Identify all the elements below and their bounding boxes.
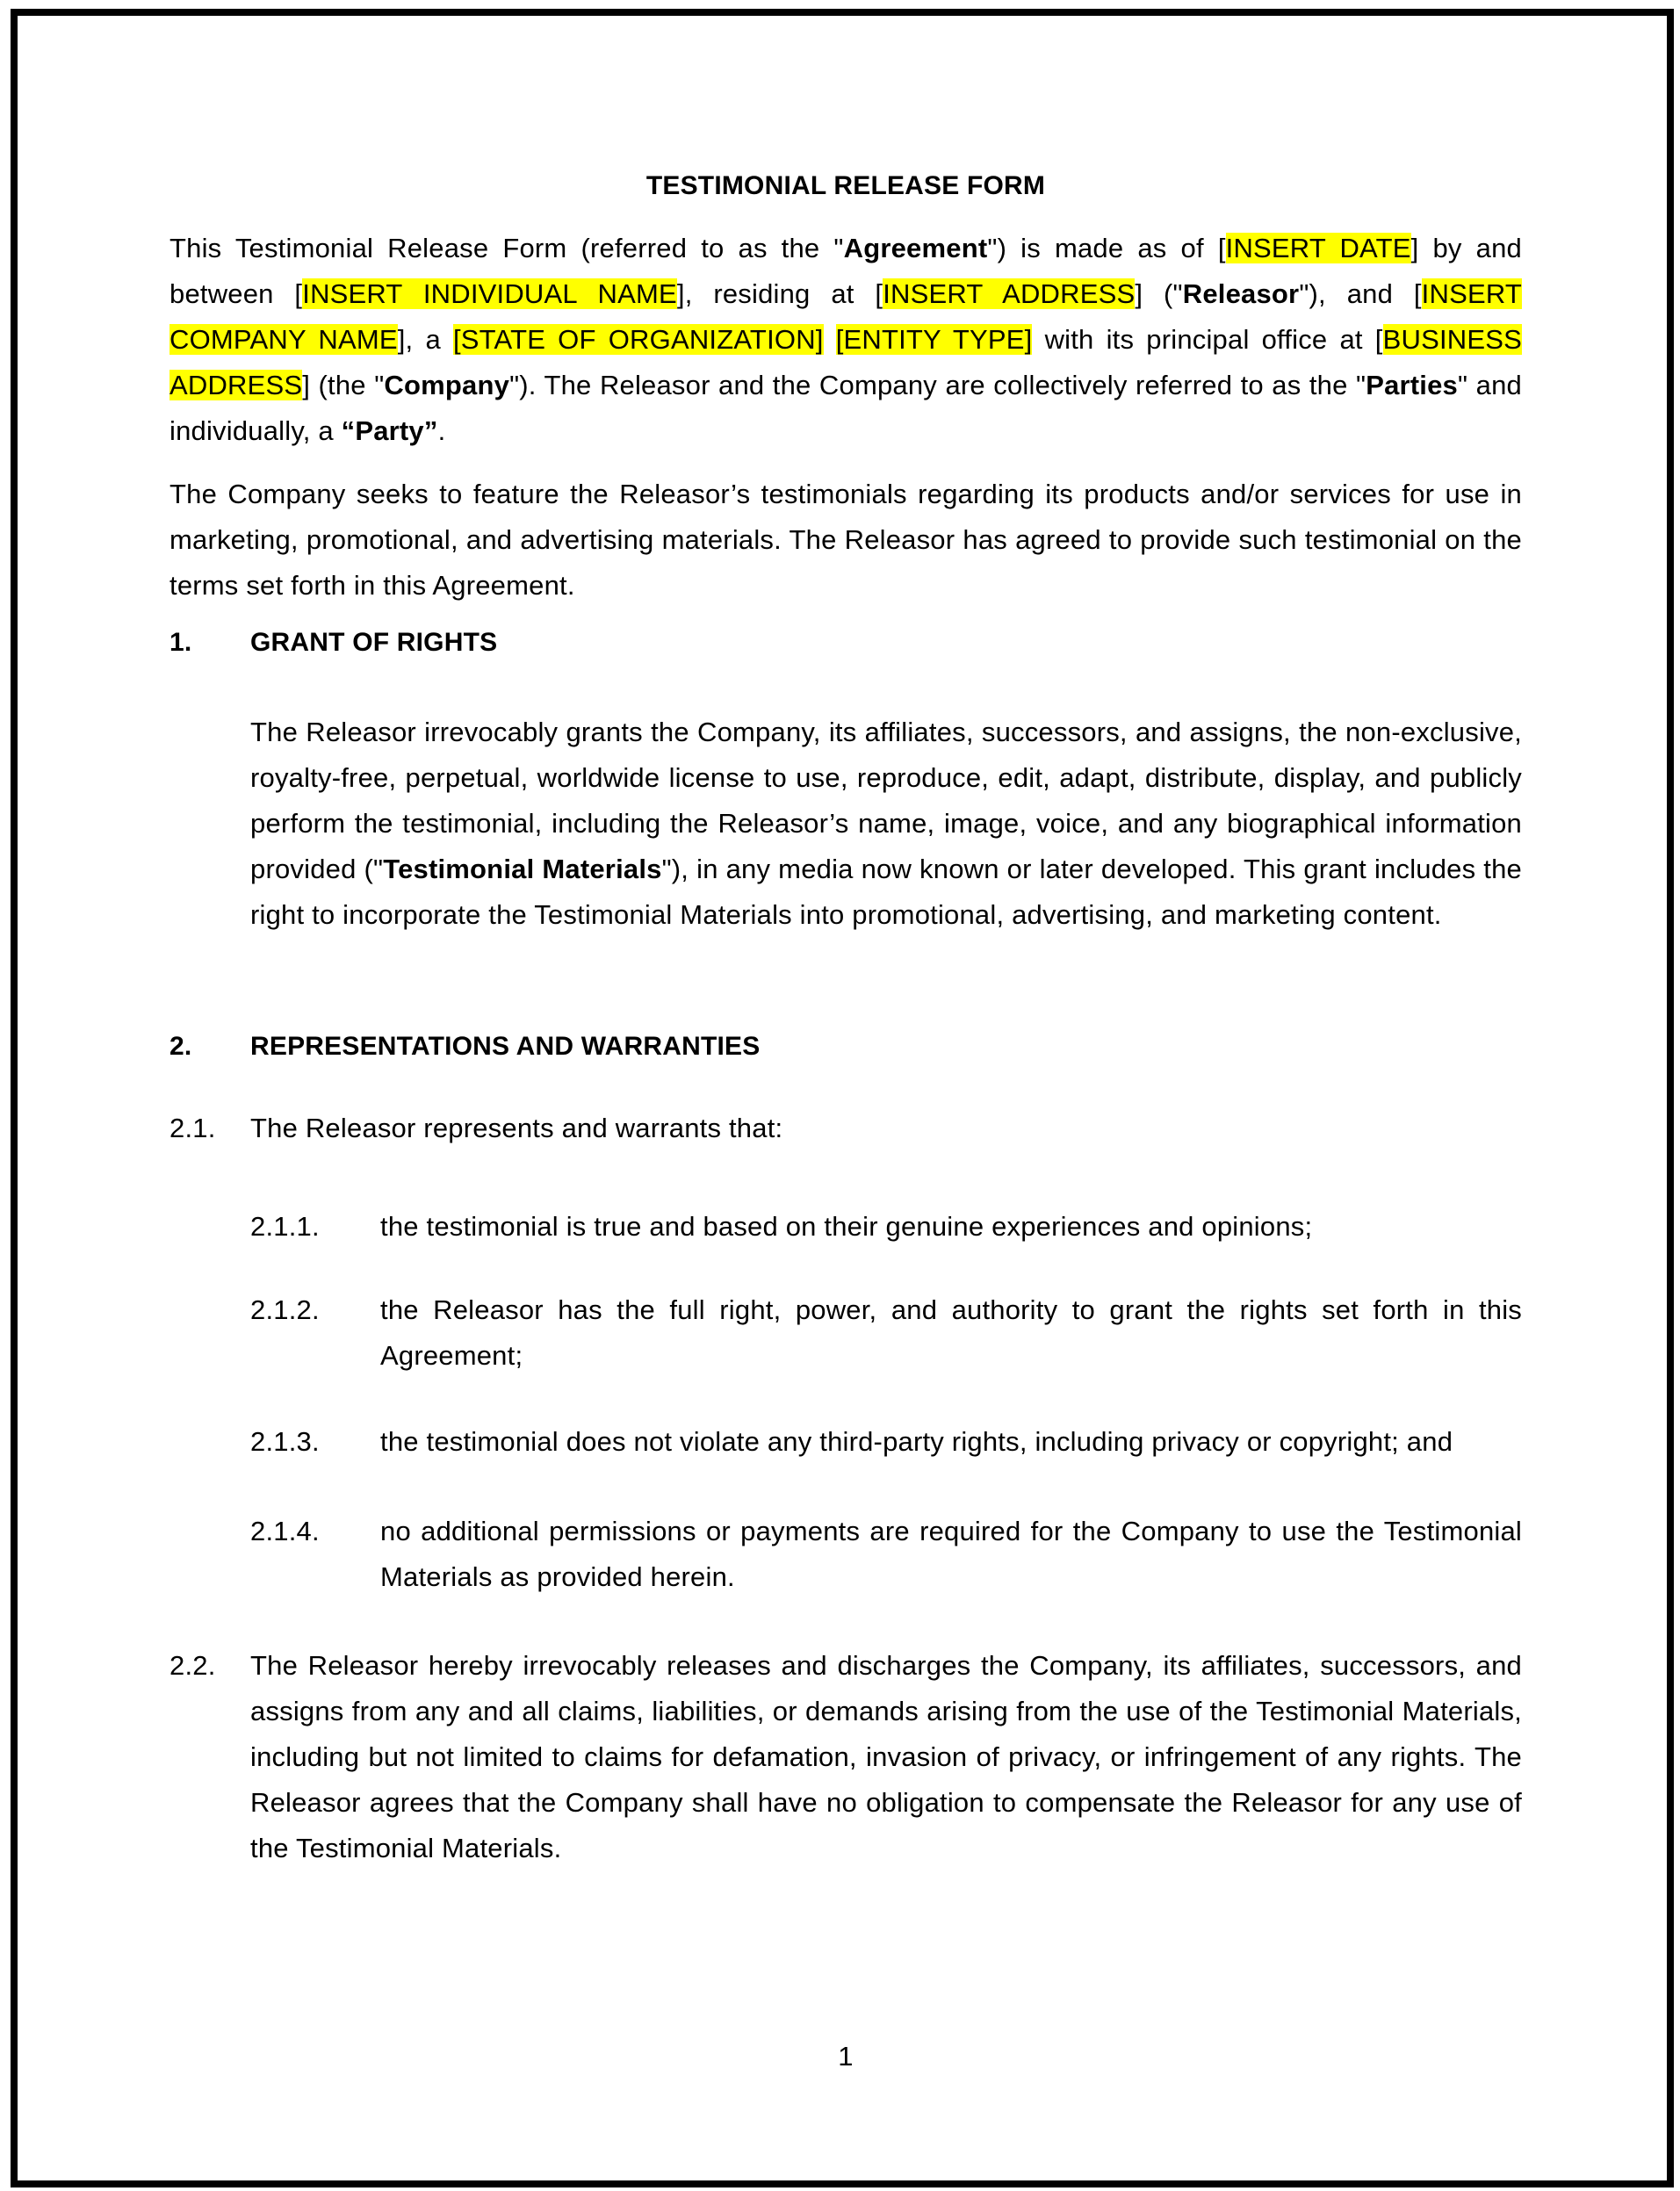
subclause-2-1-1-text: the testimonial is true and based on their genuine experiences and opinions; — [380, 1211, 1313, 1242]
section-1-body — [250, 710, 1522, 938]
subclause-2-1-4-number: 2.1.4. — [250, 1516, 320, 1546]
clause-2-2-number: 2.2. — [169, 1650, 216, 1681]
text-run: ], residing at [ — [676, 278, 883, 309]
subclause-2-1-4 — [250, 1509, 1522, 1600]
subclause-2-1-2-text: the Releasor has the full right, power, and authority to grant the rights set forth in this Agreement; — [380, 1294, 1522, 1371]
subclause-2-1-2 — [250, 1287, 1522, 1379]
placeholder-highlight: [ENTITY TYPE] — [835, 324, 1033, 355]
clause-2-2-text: The Releasor hereby irrevocably releases and discharges the Company, its affiliates, successors, and assigns from any and all claims, liabilities, or demands arising from the use of the Testimonial Materials, including but not limited to claims for defamation, invasion of privacy, or infringement of any rights. The Releasor agrees that the Company shall have no obligation to compensate the Releasor for any use of the Testimonial Materials. — [250, 1650, 1522, 1863]
clause-2-2 — [169, 1643, 1522, 1871]
intro-paragraph — [169, 226, 1522, 454]
text-run: The Releasor irrevocably grants the Company, its affiliates, successors, and assigns, the non-exclusive, royalty-free, perpetual, worldwide license to use, reproduce, edit, adapt, distribute, display, and publicly perform the testimonial, including the Releasor’s name, image, voice, and any biographical information provided (" — [250, 717, 1522, 884]
text-run: . — [437, 415, 446, 446]
placeholder-highlight: BUSINESS ADDRESS — [169, 324, 1522, 400]
clause-2-1-text: The Releasor represents and warrants that: — [250, 1113, 783, 1143]
text-run: ] (" — [1135, 278, 1183, 309]
text-run: "), in any media now known or later developed. This grant includes the right to incorporate the Testimonial Materials into promotional, advertising, and marketing content. — [250, 854, 1522, 930]
text-run: ], a — [397, 324, 453, 355]
subclause-2-1-3 — [250, 1419, 1522, 1465]
section-1-heading-label: GRANT OF RIGHTS — [250, 628, 498, 657]
text-run: This Testimonial Release Form (referred to as the " — [169, 233, 844, 263]
page-number: 1 — [838, 2041, 854, 2072]
text-run: Testimonial Materials — [383, 854, 662, 884]
text-run: Parties — [1366, 370, 1459, 400]
section-2-number: 2. — [169, 1032, 192, 1061]
text-run: ] by and between [ — [169, 233, 1522, 309]
placeholder-highlight: INSERT DATE — [1225, 233, 1411, 263]
subclause-2-1-3-number: 2.1.3. — [250, 1426, 320, 1457]
text-run: " and individually, a — [169, 370, 1522, 446]
document-title: TESTIMONIAL RELEASE FORM — [645, 171, 1046, 200]
subclause-2-1-4-text: no additional permissions or payments are required for the Company to use the Testimonial Materials as provided herein. — [380, 1516, 1522, 1592]
subclause-2-1-3-text: the testimonial does not violate any third-party rights, including privacy or copyright; and — [380, 1426, 1453, 1457]
text-run: ") is made as of [ — [987, 233, 1226, 263]
section-1-heading — [169, 620, 1522, 666]
section-1-number: 1. — [169, 628, 192, 657]
clause-2-1 — [169, 1106, 1522, 1151]
section-2-heading — [169, 1024, 1522, 1070]
text-run: “Party” — [341, 415, 438, 446]
placeholder-highlight: [STATE OF ORGANIZATION] — [452, 324, 824, 355]
subclause-2-1-1 — [250, 1204, 1522, 1250]
subclause-2-1-2-number: 2.1.2. — [250, 1294, 320, 1325]
clause-2-1-number: 2.1. — [169, 1113, 216, 1143]
text-run: Releasor — [1182, 278, 1300, 309]
placeholder-highlight: INSERT COMPANY NAME — [169, 278, 1522, 355]
subclause-2-1-1-number: 2.1.1. — [250, 1211, 320, 1242]
text-run: "). The Releasor and the Company are collectively referred to as the " — [509, 370, 1366, 400]
section-2-heading-label: REPRESENTATIONS AND WARRANTIES — [250, 1032, 761, 1061]
text-run: Company — [384, 370, 510, 400]
text-run: ] (the " — [302, 370, 385, 400]
text-run: "), and [ — [1299, 278, 1422, 309]
placeholder-highlight: INSERT INDIVIDUAL NAME — [302, 278, 677, 309]
text-run: with its principal office at [ — [1032, 324, 1383, 355]
text-run — [824, 324, 836, 355]
purpose-paragraph: The Company seeks to feature the Releasor’s testimonials regarding its products and/or services for use in marketing, promotional, and advertising materials. The Releasor has agreed to provide such testimonial on the terms set forth in this Agreement. — [169, 479, 1522, 601]
text-run: Agreement — [843, 233, 988, 263]
placeholder-highlight: INSERT ADDRESS — [883, 278, 1136, 309]
